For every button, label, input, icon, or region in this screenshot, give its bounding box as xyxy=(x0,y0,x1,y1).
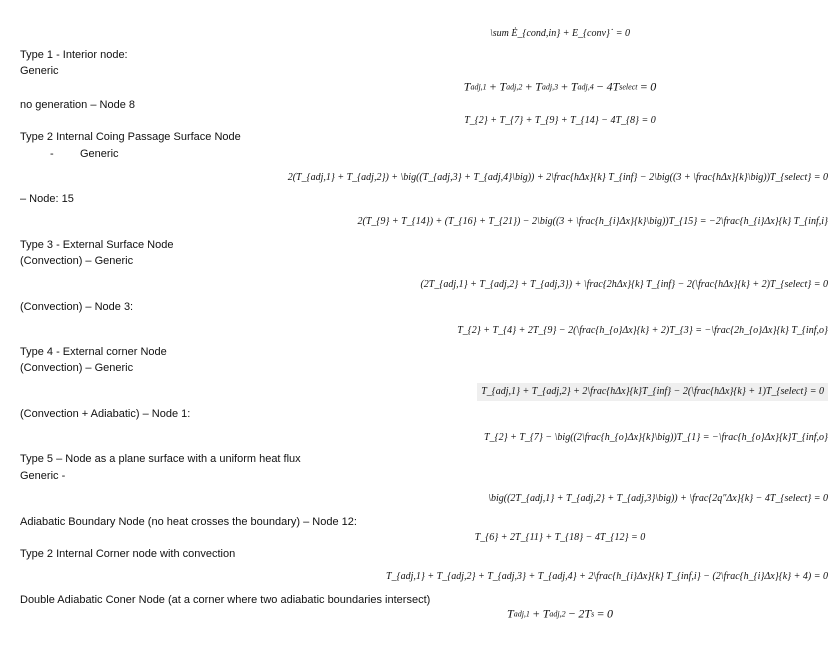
operator: = xyxy=(597,606,604,621)
subscript: adj,4 xyxy=(577,82,594,92)
label-internal-corner: Type 2 Internal Corner node with convection xyxy=(20,548,236,560)
equation-type3-generic: (2T_{adj,1} + T_{adj,2} + T_{adj,3}) + \frac{2hΔx}{k} T_{inf} − 2(\frac{hΔx}{k} + 2)T_{select} = 0 xyxy=(420,279,828,290)
label-double-adiabatic: Double Adiabatic Coner Node (at a corner where two adiabatic boundaries intersect) xyxy=(20,594,431,606)
operator: = xyxy=(640,79,648,94)
equation-type5-generic: \big((2T_{adj,1} + T_{adj,2} + T_{adj,3}\big)) + \frac{2q″Δx}{k} − 4T_{select} = 0 xyxy=(488,493,828,504)
math-text: T xyxy=(507,606,514,621)
label-type2: Type 2 Internal Coing Passage Surface Node xyxy=(20,131,241,143)
subscript: adj,1 xyxy=(470,82,487,92)
label-type1: Type 1 - Interior node: xyxy=(20,49,128,61)
equation-node12: T_{6} + 2T_{11} + T_{18} − 4T_{12} = 0 xyxy=(474,532,646,543)
equation-internal-corner: T_{adj,1} + T_{adj,2} + T_{adj,3} + T_{adj,4} + 2\frac{h_{i}Δx}{k} T_{inf,i} − (2\frac{h_{i}Δx}{k} + 4) = 0 xyxy=(386,571,828,582)
operator: + xyxy=(489,79,497,94)
equation-node1: T_{2} + T_{7} − \big((2\frac{h_{o}Δx}{k}\big))T_{1} = −\frac{h_{o}Δx}{k}T_{inf,o} xyxy=(484,432,828,443)
equation-type2-generic: 2(T_{adj,1} + T_{adj,2}) + \big((T_{adj,3} + T_{adj,4}\big)) + 2\frac{hΔx}{k} T_{inf} − 2\big((3 + \frac{hΔx}{k}\big))T_{select} = 0 xyxy=(287,172,828,183)
math-text: T xyxy=(542,606,550,621)
subscript: adj,3 xyxy=(541,82,559,92)
subscript: adj,2 xyxy=(549,609,566,619)
label-type5: Type 5 – Node as a plane surface with a uniform heat flux xyxy=(20,453,301,465)
equation-double-adiabatic xyxy=(507,607,613,622)
operator: − xyxy=(596,79,604,94)
math-text: 4T xyxy=(606,79,620,94)
label-node8: no generation – Node 8 xyxy=(20,99,135,111)
label-type4: Type 4 - External corner Node xyxy=(20,346,167,358)
label-type2-generic: Generic xyxy=(80,148,119,160)
equation-node8: T_{2} + T_{7} + T_{9} + T_{14} − 4T_{8} = 0 xyxy=(464,115,656,126)
subscript: adj,1 xyxy=(513,609,530,619)
label-type3: Type 3 - External Surface Node xyxy=(20,239,174,251)
math-text: T xyxy=(570,79,578,94)
subscript: adj,2 xyxy=(506,82,523,92)
math-text: 2T xyxy=(578,606,592,621)
label-type3-generic: (Convection) – Generic xyxy=(20,255,134,267)
equation-type1-generic xyxy=(464,80,657,95)
operator: + xyxy=(525,79,533,94)
equation-energy-balance: \sum Ė_{cond,in} + E_{conv}˙ = 0 xyxy=(489,28,631,39)
math-text: 0 xyxy=(650,79,657,94)
label-type1-generic: Generic xyxy=(20,65,59,77)
label-type4-generic: (Convection) – Generic xyxy=(20,362,134,374)
equation-type4-generic: T_{adj,1} + T_{adj,2} + 2\frac{hΔx}{k}T_{inf} − 2(\frac{hΔx}{k} + 1)T_{select} = 0 xyxy=(477,383,828,401)
subscript: s xyxy=(591,609,595,619)
math-text: 0 xyxy=(607,606,613,621)
operator: + xyxy=(532,606,540,621)
bullet-dash: - xyxy=(50,148,54,160)
equation-node3: T_{2} + T_{4} + 2T_{9} − 2(\frac{h_{o}Δx}{k} + 2)T_{3} = −\frac{2h_{o}Δx}{k} T_{inf,o} xyxy=(457,325,828,336)
operator: − xyxy=(568,606,576,621)
subscript: select xyxy=(619,82,638,92)
label-node12: Adiabatic Boundary Node (no heat crosses the boundary) – Node 12: xyxy=(20,516,357,528)
label-node15: – Node: 15 xyxy=(20,193,74,205)
label-node1: (Convection + Adiabatic) – Node 1: xyxy=(20,408,191,420)
math-text: T xyxy=(535,79,542,94)
operator: + xyxy=(561,79,568,94)
equation-node15: 2(T_{9} + T_{14}) + (T_{16} + T_{21}) − 2\big((3 + \frac{h_{i}Δx}{k}\big))T_{15} = −2\frac{h_{i}Δx}{k} T_{inf,i} xyxy=(357,216,828,227)
label-node3: (Convection) – Node 3: xyxy=(20,301,134,313)
math-text: T xyxy=(499,79,507,94)
math-text: T xyxy=(463,79,471,94)
label-type5-generic: Generic - xyxy=(20,470,66,482)
